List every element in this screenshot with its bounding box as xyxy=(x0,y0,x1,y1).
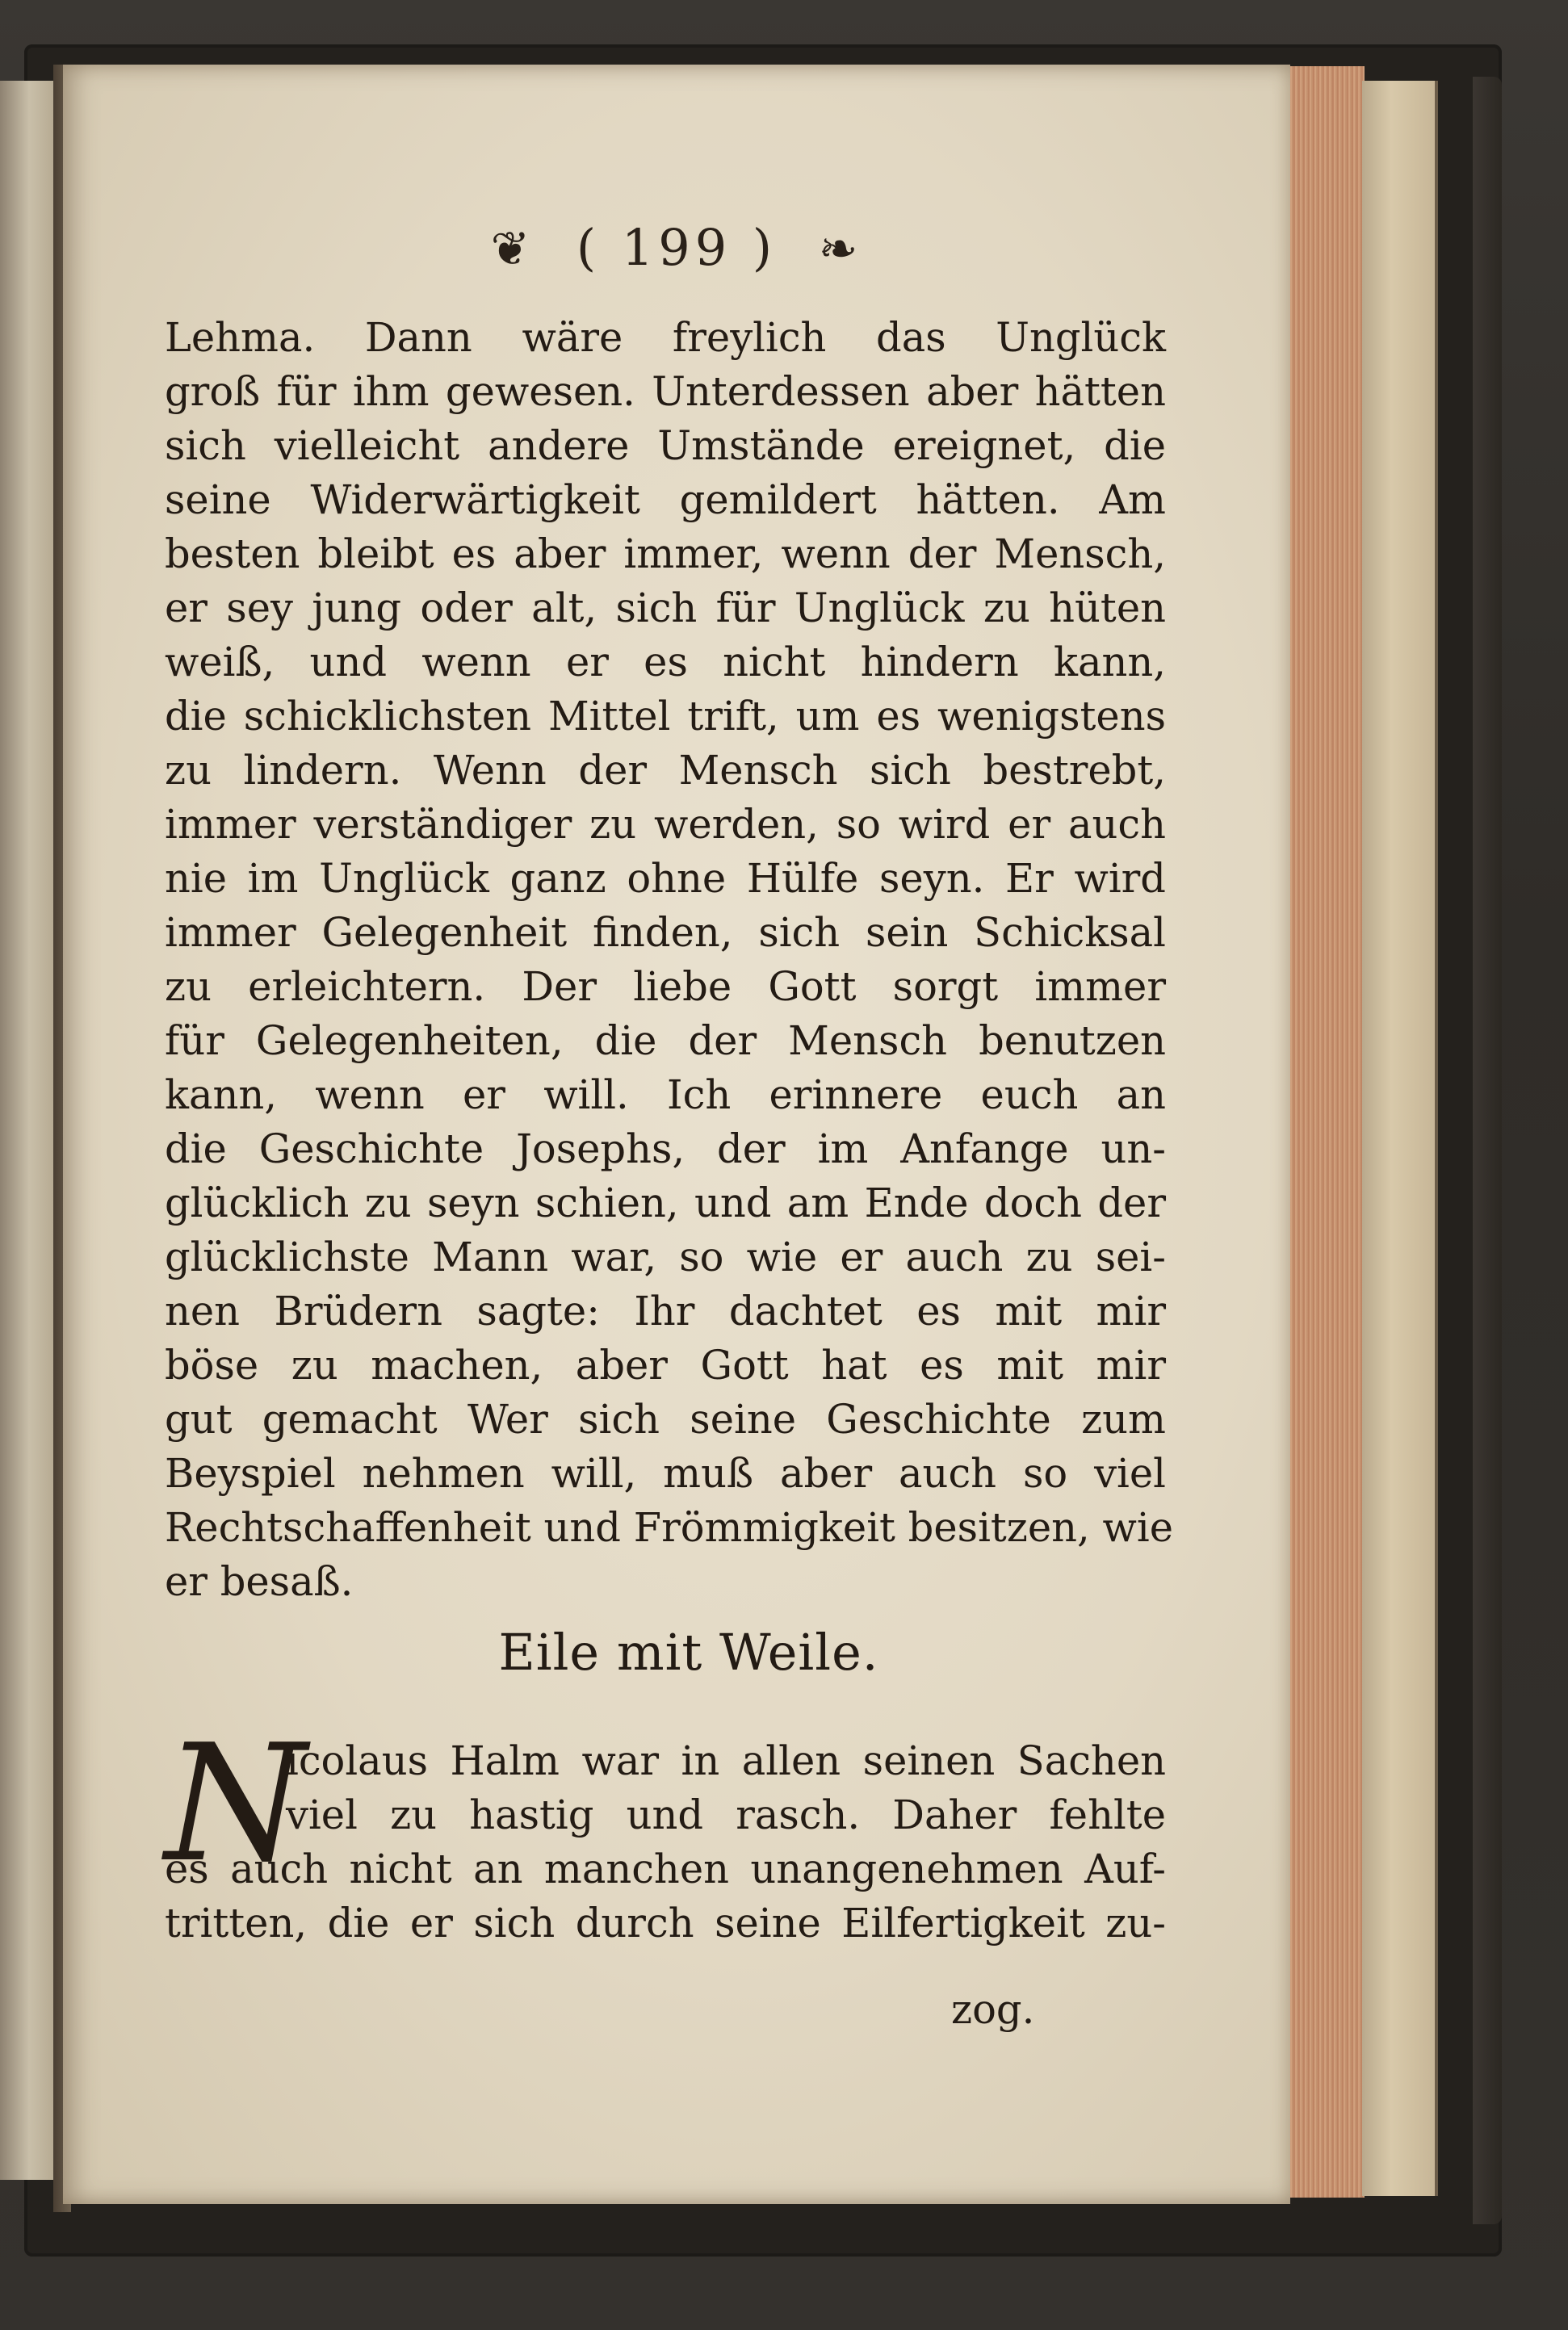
text-line: böse zu machen, aber Gott hat es mit mir xyxy=(165,1342,1166,1389)
paragraph-2 xyxy=(165,1734,1166,1951)
text-line: Lehma. Dann wäre freylich das Unglück xyxy=(165,314,1166,361)
text-line: nen Brüdern sagte: Ihr dachtet es mit mir xyxy=(165,1288,1166,1335)
text-line: gut gemacht Wer sich seine Geschichte zum xyxy=(165,1396,1166,1443)
text-line: viel zu hastig und rasch. Daher fehlte xyxy=(286,1792,1166,1838)
text-line: er besaß. xyxy=(165,1558,354,1605)
text-line: die Geschichte Josephs, der im Anfange un- xyxy=(165,1125,1166,1172)
text-line: für Gelegenheiten, die der Mensch benutzen xyxy=(165,1017,1166,1064)
running-head xyxy=(63,218,1290,277)
cover-spine xyxy=(1473,77,1502,2224)
text-line: zu lindern. Wenn der Mensch sich bestrebt, xyxy=(165,747,1166,794)
text-line: nie im Unglück ganz ohne Hülfe seyn. Er wird xyxy=(165,855,1166,902)
catchword: zog. xyxy=(951,1986,1035,2033)
text-line: Beyspiel nehmen will, muß aber auch so viel xyxy=(165,1450,1166,1497)
text-line: tritten, die er sich durch seine Eilfertigkeit zu- xyxy=(165,1900,1166,1947)
text-line: seine Widerwärtigkeit gemildert hätten. Am xyxy=(165,476,1166,523)
text-line: immer verständiger zu werden, so wird er auch xyxy=(165,801,1166,848)
text-line: icolaus Halm war in allen seinen Sachen xyxy=(286,1737,1166,1784)
text-line: immer Gelegenheit finden, sich sein Schicksal xyxy=(165,909,1166,956)
text-line: weiß, und wenn er es nicht hindern kann, xyxy=(165,639,1166,685)
text-line: besten bleibt es aber immer, wenn der Mensch, xyxy=(165,530,1166,577)
book-page xyxy=(63,65,1290,2204)
drop-cap: N xyxy=(165,1710,306,1898)
section-heading: Eile mit Weile. xyxy=(498,1623,879,1682)
page-block-edge xyxy=(1285,66,1365,2198)
text-line: zu erleichtern. Der liebe Gott sorgt immer xyxy=(165,963,1166,1010)
left-page-edge xyxy=(0,81,56,2180)
page-number: 199 xyxy=(621,218,732,277)
text-line: groß für ihm gewesen. Unterdessen aber hätten xyxy=(165,368,1166,415)
text-line: es auch nicht an manchen unangenehmen Auf- xyxy=(165,1846,1166,1892)
text-line: die schicklichsten Mittel trift, um es wenigstens xyxy=(165,693,1166,740)
text-line: sich vielleicht andere Umstände ereignet, die xyxy=(165,422,1166,469)
ornament-right-icon: ❧ xyxy=(818,221,863,276)
paragraph-1 xyxy=(165,311,1174,1609)
ornament-left-icon: ❦ xyxy=(490,221,535,276)
text-line: kann, wenn er will. Ich erinnere euch an xyxy=(165,1071,1166,1118)
page-block-outer xyxy=(1362,81,1438,2196)
text-line: glücklich zu seyn schien, und am Ende doch der xyxy=(165,1180,1166,1226)
text-line: er sey jung oder alt, sich für Unglück zu hüten xyxy=(165,585,1166,631)
page-number-open: ( xyxy=(576,218,622,277)
page-number-close: ) xyxy=(732,218,778,277)
text-line: glücklichste Mann war, so wie er auch zu sei- xyxy=(165,1234,1166,1280)
text-line: Rechtschaffenheit und Frömmigkeit besitzen, wie xyxy=(165,1504,1174,1551)
